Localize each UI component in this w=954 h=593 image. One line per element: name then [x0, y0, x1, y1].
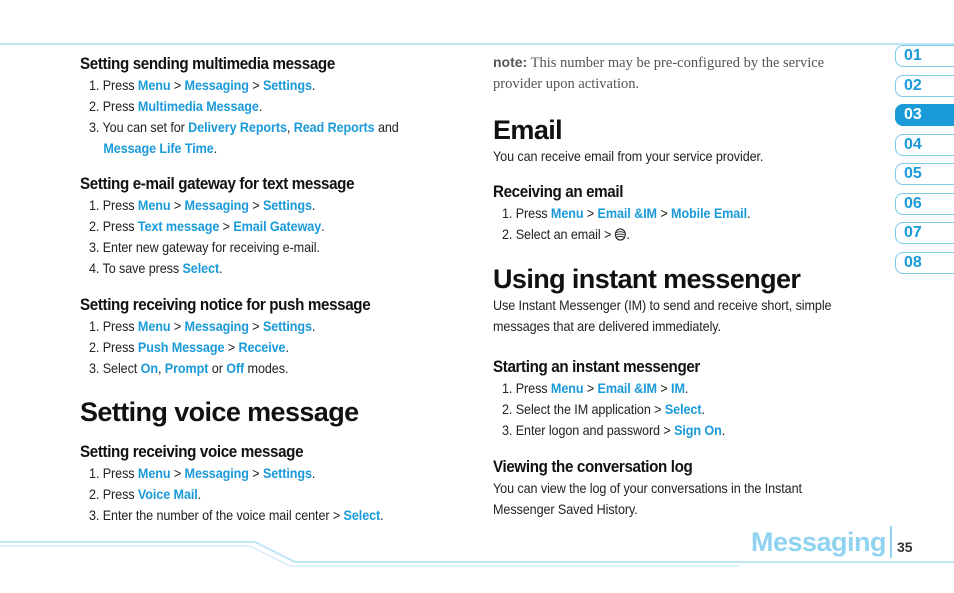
- section-title: Setting e-mail gateway for text message: [80, 175, 355, 193]
- sep: .: [197, 486, 202, 502]
- step-1: [493, 378, 725, 399]
- step-text: 2. Press: [89, 218, 138, 234]
- section-title: Starting an instant messenger: [493, 358, 700, 376]
- step-continuation: [89, 138, 399, 159]
- section-starting-im: [493, 357, 751, 441]
- step-text: 3. Select: [89, 360, 141, 376]
- step-2: [493, 399, 725, 420]
- step-text: 4. To save press: [89, 260, 183, 276]
- settings-link: Settings: [262, 77, 312, 93]
- chapter-tab-01[interactable]: 01: [895, 45, 954, 67]
- delivery-reports-link: Delivery Reports: [188, 119, 287, 135]
- sep: .: [311, 77, 316, 93]
- sep: >: [170, 197, 185, 213]
- sep: >: [219, 218, 234, 234]
- section-email: [493, 114, 793, 167]
- message-life-time-link: Message Life Time: [103, 140, 214, 156]
- note-block: [493, 52, 824, 95]
- step-text: 2. Select the IM application >: [502, 401, 665, 417]
- step-text: or: [208, 360, 227, 376]
- step-text: 3. Enter logon and password >: [502, 422, 675, 438]
- sep: >: [170, 465, 185, 481]
- im-heading: Using instant messenger: [493, 264, 801, 294]
- sep: .: [746, 205, 751, 221]
- sep: .: [321, 218, 325, 234]
- off-link: Off: [226, 360, 245, 376]
- step-text: 1. Press: [502, 380, 551, 396]
- chapter-tab-08[interactable]: 08: [895, 252, 954, 274]
- section-receiving-email: [493, 182, 779, 245]
- email-gateway-link: Email Gateway: [233, 218, 322, 234]
- sep: .: [213, 140, 218, 156]
- chapter-tab-06[interactable]: 06: [895, 193, 954, 215]
- sep: >: [583, 380, 598, 396]
- note-line-2: provider upon activation.: [493, 76, 640, 92]
- step-text: 1. Press: [89, 318, 138, 334]
- sep: .: [626, 226, 630, 242]
- step-3: 3. Enter new gateway for receiving e-mail.: [89, 239, 320, 255]
- chapter-tab-05[interactable]: 05: [895, 163, 954, 185]
- step-2: [80, 216, 348, 237]
- menu-link: Menu: [137, 197, 171, 213]
- step-4: [80, 258, 348, 279]
- step-1: [80, 463, 384, 484]
- email-intro: You can receive email from your service provider.: [493, 148, 764, 164]
- sep: >: [656, 380, 672, 396]
- sep: >: [170, 77, 185, 93]
- select-link: Select: [182, 260, 220, 276]
- section-conversation-log: [493, 457, 836, 520]
- step-3: [80, 117, 399, 159]
- menu-link: Menu: [137, 465, 171, 481]
- sep: .: [219, 260, 223, 276]
- sep: >: [248, 465, 263, 481]
- sep: .: [721, 422, 726, 438]
- settings-link: Settings: [262, 318, 312, 334]
- menu-link: Menu: [137, 77, 171, 93]
- step-2: [80, 96, 399, 117]
- section-title: Receiving an email: [493, 183, 624, 201]
- log-text-1: You can view the log of your conversations in the Instant: [493, 480, 802, 496]
- section-title: Setting sending multimedia message: [80, 55, 335, 73]
- select-link: Select: [343, 507, 381, 523]
- step-3: [80, 358, 364, 379]
- sep: >: [248, 77, 263, 93]
- sep: .: [701, 401, 705, 417]
- step-2: [80, 337, 364, 358]
- sep: >: [656, 205, 672, 221]
- step-text: 3. You can set for: [89, 119, 189, 135]
- section-email-gateway: [80, 174, 378, 279]
- note-line-1: [493, 52, 824, 74]
- select-link: Select: [664, 401, 702, 417]
- section-voice: [80, 396, 359, 428]
- log-text-2: Messenger Saved History.: [493, 501, 638, 517]
- prompt-link: Prompt: [164, 360, 209, 376]
- email-im-link: Email &IM: [597, 205, 657, 221]
- step-text: modes.: [244, 360, 289, 376]
- sep: .: [311, 465, 316, 481]
- email-im-link: Email &IM: [597, 380, 657, 396]
- messaging-link: Messaging: [184, 465, 249, 481]
- sep: >: [170, 318, 185, 334]
- multimedia-message-link: Multimedia Message: [137, 98, 259, 114]
- sep: >: [248, 318, 263, 334]
- section-title: Setting receiving notice for push message: [80, 296, 371, 314]
- step-text: 1. Press: [89, 465, 138, 481]
- step-1: [80, 316, 364, 337]
- step-2: [493, 224, 750, 245]
- section-im: [493, 263, 869, 337]
- sep: .: [311, 197, 316, 213]
- sep: ,: [286, 119, 294, 135]
- step-2: [80, 484, 384, 505]
- note-label: note:: [493, 54, 528, 70]
- step-text: 3. Enter the number of the voice mail center >: [89, 507, 344, 523]
- step-text: 1. Press: [502, 205, 551, 221]
- footer-section-title: Messaging: [751, 527, 887, 557]
- step-1: [80, 195, 348, 216]
- step-text: 2. Select an email >: [502, 226, 615, 242]
- step-1: [493, 203, 750, 224]
- settings-link: Settings: [262, 465, 312, 481]
- footer-divider: [890, 526, 892, 558]
- sep: .: [311, 318, 316, 334]
- step-text: and: [374, 119, 399, 135]
- im-intro-1: Use Instant Messenger (IM) to send and receive short, simple: [493, 297, 832, 313]
- im-intro-2: messages that are delivered immediately.: [493, 318, 721, 334]
- chapter-tab-03[interactable]: 03: [895, 104, 954, 126]
- menu-link: Menu: [550, 205, 584, 221]
- section-title: Setting receiving voice message: [80, 443, 304, 461]
- im-link: IM: [671, 380, 685, 396]
- top-rule: [0, 43, 954, 45]
- sep: .: [258, 98, 263, 114]
- section-receiving-voice: [80, 442, 417, 526]
- menu-link: Menu: [550, 380, 584, 396]
- step-text: 1. Press: [89, 197, 138, 213]
- step-text: 1. Press: [89, 77, 138, 93]
- voice-mail-link: Voice Mail: [137, 486, 198, 502]
- sep: .: [285, 339, 289, 355]
- ring-icon: [615, 226, 630, 242]
- step-text: 2. Press: [89, 486, 138, 502]
- on-link: On: [140, 360, 158, 376]
- section-push-message: [80, 295, 396, 379]
- messaging-link: Messaging: [184, 77, 249, 93]
- sep: >: [583, 205, 598, 221]
- messaging-link: Messaging: [184, 197, 249, 213]
- step-3: [80, 505, 384, 526]
- push-message-link: Push Message: [137, 339, 225, 355]
- page-number: 35: [897, 539, 913, 555]
- mobile-email-link: Mobile Email: [671, 205, 747, 221]
- messaging-link: Messaging: [184, 318, 249, 334]
- receive-link: Receive: [238, 339, 286, 355]
- chapter-tab-04[interactable]: 04: [895, 134, 954, 156]
- read-reports-link: Read Reports: [293, 119, 375, 135]
- sep: .: [684, 380, 689, 396]
- step-text: 2. Press: [89, 98, 138, 114]
- chapter-tab-07[interactable]: 07: [895, 222, 954, 244]
- section-title: Viewing the conversation log: [493, 458, 693, 476]
- voice-heading: Setting voice message: [80, 397, 359, 427]
- text-message-link: Text message: [137, 218, 220, 234]
- sep: >: [224, 339, 239, 355]
- section-multimedia: [80, 54, 434, 159]
- settings-link: Settings: [262, 197, 312, 213]
- chapter-tab-02[interactable]: 02: [895, 75, 954, 97]
- step-1: [80, 75, 399, 96]
- sep: .: [380, 507, 384, 523]
- sep: ,: [157, 360, 165, 376]
- menu-link: Menu: [137, 318, 171, 334]
- note-text: This number may be pre-configured by the service: [527, 55, 825, 71]
- email-heading: Email: [493, 115, 563, 145]
- sep: >: [248, 197, 263, 213]
- step-text: 2. Press: [89, 339, 138, 355]
- step-3: [493, 420, 725, 441]
- sign-on-link: Sign On: [674, 422, 722, 438]
